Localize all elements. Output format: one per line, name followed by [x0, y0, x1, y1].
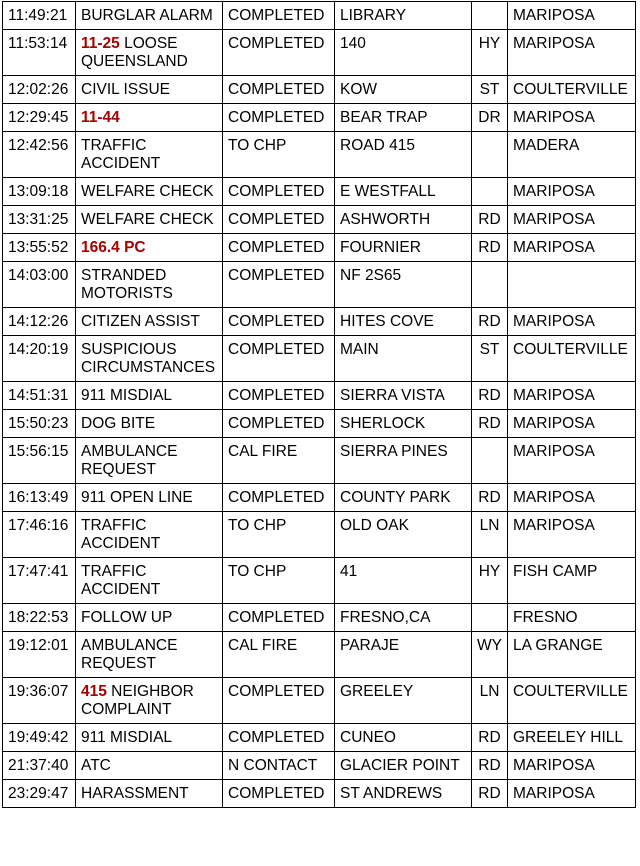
street-cell: E WESTFALL [335, 178, 472, 206]
street-cell: SHERLOCK [335, 410, 472, 438]
street-cell: SIERRA VISTA [335, 382, 472, 410]
city-cell: MARIPOSA [508, 30, 636, 76]
street-cell: PARAJE [335, 632, 472, 678]
call-type-text: BURGLAR ALARM [81, 7, 213, 24]
call-type-cell [76, 558, 223, 604]
table-row [3, 308, 636, 336]
city-cell: MARIPOSA [508, 234, 636, 262]
table-row [3, 76, 636, 104]
street-suffix-cell: RD [472, 780, 508, 808]
call-type-cell [76, 30, 223, 76]
time-cell: 14:12:26 [3, 308, 76, 336]
call-type-cell [76, 178, 223, 206]
call-type-text: STRANDED MOTORISTS [81, 267, 173, 302]
city-cell: MARIPOSA [508, 780, 636, 808]
street-cell: SIERRA PINES [335, 438, 472, 484]
call-type-text: WELFARE CHECK [81, 211, 214, 228]
city-cell: MARIPOSA [508, 752, 636, 780]
call-type-text: ATC [81, 757, 111, 774]
city-cell: MARIPOSA [508, 382, 636, 410]
street-suffix-cell: DR [472, 104, 508, 132]
city-cell: COULTERVILLE [508, 76, 636, 104]
table-row [3, 512, 636, 558]
disposition-cell: COMPLETED [223, 262, 335, 308]
street-cell: ST ANDREWS [335, 780, 472, 808]
time-cell: 16:13:49 [3, 484, 76, 512]
disposition-cell: COMPLETED [223, 234, 335, 262]
street-suffix-cell [472, 2, 508, 30]
city-cell: MARIPOSA [508, 2, 636, 30]
city-cell: MARIPOSA [508, 438, 636, 484]
time-cell: 14:51:31 [3, 382, 76, 410]
disposition-cell: COMPLETED [223, 780, 335, 808]
incident-code: 415 [81, 683, 107, 700]
call-type-cell [76, 438, 223, 484]
disposition-cell: COMPLETED [223, 678, 335, 724]
disposition-cell: TO CHP [223, 132, 335, 178]
table-row [3, 206, 636, 234]
table-row [3, 336, 636, 382]
table-row [3, 30, 636, 76]
time-cell: 12:02:26 [3, 76, 76, 104]
street-suffix-cell: ST [472, 336, 508, 382]
time-cell: 19:12:01 [3, 632, 76, 678]
street-cell: OLD OAK [335, 512, 472, 558]
table-row [3, 632, 636, 678]
city-cell [508, 262, 636, 308]
street-suffix-cell [472, 438, 508, 484]
call-type-text: HARASSMENT [81, 785, 189, 802]
disposition-cell: COMPLETED [223, 2, 335, 30]
disposition-cell: COMPLETED [223, 410, 335, 438]
street-cell: ASHWORTH [335, 206, 472, 234]
call-type-cell [76, 410, 223, 438]
street-cell: 41 [335, 558, 472, 604]
disposition-cell: COMPLETED [223, 206, 335, 234]
street-cell: 140 [335, 30, 472, 76]
street-cell: BEAR TRAP [335, 104, 472, 132]
street-suffix-cell: RD [472, 308, 508, 336]
table-row [3, 678, 636, 724]
call-type-text: WELFARE CHECK [81, 183, 214, 200]
time-cell: 13:31:25 [3, 206, 76, 234]
call-type-text: 911 OPEN LINE [81, 489, 193, 506]
disposition-cell: N CONTACT [223, 752, 335, 780]
street-suffix-cell: RD [472, 752, 508, 780]
city-cell: COULTERVILLE [508, 678, 636, 724]
city-cell: MARIPOSA [508, 512, 636, 558]
street-cell: COUNTY PARK [335, 484, 472, 512]
street-suffix-cell [472, 262, 508, 308]
disposition-cell: COMPLETED [223, 604, 335, 632]
call-type-text: AMBULANCE REQUEST [81, 637, 178, 672]
street-cell: GLACIER POINT [335, 752, 472, 780]
disposition-cell: COMPLETED [223, 484, 335, 512]
city-cell: MARIPOSA [508, 484, 636, 512]
call-type-cell [76, 336, 223, 382]
street-cell: FRESNO,CA [335, 604, 472, 632]
street-suffix-cell: HY [472, 558, 508, 604]
time-cell: 11:49:21 [3, 2, 76, 30]
city-cell: GREELEY HILL [508, 724, 636, 752]
table-row [3, 2, 636, 30]
city-cell: COULTERVILLE [508, 336, 636, 382]
street-cell: FOURNIER [335, 234, 472, 262]
time-cell: 15:50:23 [3, 410, 76, 438]
call-type-cell [76, 234, 223, 262]
disposition-cell: TO CHP [223, 512, 335, 558]
call-type-text: SUSPICIOUS CIRCUMSTANCES [81, 341, 216, 376]
call-type-cell [76, 206, 223, 234]
time-cell: 19:49:42 [3, 724, 76, 752]
call-type-text: TRAFFIC ACCIDENT [81, 563, 161, 598]
call-type-cell [76, 724, 223, 752]
street-cell: ROAD 415 [335, 132, 472, 178]
table-row [3, 724, 636, 752]
time-cell: 21:37:40 [3, 752, 76, 780]
time-cell: 12:29:45 [3, 104, 76, 132]
street-cell: LIBRARY [335, 2, 472, 30]
city-cell: MARIPOSA [508, 178, 636, 206]
city-cell: MADERA [508, 132, 636, 178]
table-row [3, 104, 636, 132]
city-cell: LA GRANGE [508, 632, 636, 678]
table-row [3, 262, 636, 308]
call-type-text: DOG BITE [81, 415, 156, 432]
street-suffix-cell [472, 604, 508, 632]
street-suffix-cell [472, 132, 508, 178]
call-type-text: 911 MISDIAL [81, 729, 173, 746]
call-type-text: LOOSE QUEENSLAND [81, 35, 188, 70]
table-row [3, 484, 636, 512]
table-row [3, 178, 636, 206]
table-row [3, 410, 636, 438]
disposition-cell: TO CHP [223, 558, 335, 604]
time-cell: 17:47:41 [3, 558, 76, 604]
time-cell: 17:46:16 [3, 512, 76, 558]
call-type-text: TRAFFIC ACCIDENT [81, 517, 161, 552]
call-log-body [3, 2, 636, 808]
street-suffix-cell: RD [472, 206, 508, 234]
street-suffix-cell: RD [472, 724, 508, 752]
time-cell: 19:36:07 [3, 678, 76, 724]
street-suffix-cell: RD [472, 382, 508, 410]
disposition-cell: COMPLETED [223, 308, 335, 336]
city-cell: MARIPOSA [508, 308, 636, 336]
disposition-cell: COMPLETED [223, 30, 335, 76]
table-row [3, 604, 636, 632]
disposition-cell: COMPLETED [223, 76, 335, 104]
time-cell: 13:55:52 [3, 234, 76, 262]
table-row [3, 752, 636, 780]
call-type-text: TRAFFIC ACCIDENT [81, 137, 161, 172]
time-cell: 15:56:15 [3, 438, 76, 484]
street-suffix-cell: ST [472, 76, 508, 104]
disposition-cell: COMPLETED [223, 724, 335, 752]
table-row [3, 132, 636, 178]
street-cell: HITES COVE [335, 308, 472, 336]
call-type-cell [76, 76, 223, 104]
call-type-cell [76, 104, 223, 132]
call-type-text: CIVIL ISSUE [81, 81, 171, 98]
disposition-cell: COMPLETED [223, 336, 335, 382]
disposition-cell: CAL FIRE [223, 438, 335, 484]
call-type-cell [76, 308, 223, 336]
call-type-cell [76, 382, 223, 410]
time-cell: 11:53:14 [3, 30, 76, 76]
disposition-cell: CAL FIRE [223, 632, 335, 678]
street-suffix-cell: RD [472, 410, 508, 438]
street-cell: NF 2S65 [335, 262, 472, 308]
city-cell: MARIPOSA [508, 206, 636, 234]
street-suffix-cell [472, 178, 508, 206]
incident-code: 11-44 [81, 109, 120, 126]
table-row [3, 234, 636, 262]
street-suffix-cell: RD [472, 234, 508, 262]
call-type-cell [76, 132, 223, 178]
street-cell: CUNEO [335, 724, 472, 752]
call-type-text: NEIGHBOR COMPLAINT [81, 683, 194, 718]
call-type-cell [76, 780, 223, 808]
call-type-cell [76, 484, 223, 512]
call-type-text: CITIZEN ASSIST [81, 313, 200, 330]
call-type-cell [76, 632, 223, 678]
table-row [3, 382, 636, 410]
city-cell: FRESNO [508, 604, 636, 632]
street-suffix-cell: LN [472, 678, 508, 724]
city-cell: FISH CAMP [508, 558, 636, 604]
street-cell: KOW [335, 76, 472, 104]
disposition-cell: COMPLETED [223, 104, 335, 132]
time-cell: 18:22:53 [3, 604, 76, 632]
disposition-cell: COMPLETED [223, 382, 335, 410]
call-type-text: FOLLOW UP [81, 609, 173, 626]
call-type-cell [76, 752, 223, 780]
time-cell: 14:20:19 [3, 336, 76, 382]
call-type-cell [76, 512, 223, 558]
incident-code: 11-25 [81, 35, 120, 52]
disposition-cell: COMPLETED [223, 178, 335, 206]
call-type-cell [76, 262, 223, 308]
call-type-cell [76, 604, 223, 632]
street-suffix-cell: WY [472, 632, 508, 678]
call-type-cell [76, 2, 223, 30]
time-cell: 13:09:18 [3, 178, 76, 206]
table-row [3, 438, 636, 484]
table-row [3, 558, 636, 604]
street-suffix-cell: RD [472, 484, 508, 512]
time-cell: 23:29:47 [3, 780, 76, 808]
city-cell: MARIPOSA [508, 104, 636, 132]
call-type-text: AMBULANCE REQUEST [81, 443, 178, 478]
time-cell: 12:42:56 [3, 132, 76, 178]
street-cell: MAIN [335, 336, 472, 382]
table-row [3, 780, 636, 808]
call-type-cell [76, 678, 223, 724]
incident-code: 166.4 PC [81, 239, 146, 256]
time-cell: 14:03:00 [3, 262, 76, 308]
call-type-text: 911 MISDIAL [81, 387, 173, 404]
city-cell: MARIPOSA [508, 410, 636, 438]
call-log-table [2, 1, 636, 808]
street-suffix-cell: LN [472, 512, 508, 558]
street-suffix-cell: HY [472, 30, 508, 76]
street-cell: GREELEY [335, 678, 472, 724]
